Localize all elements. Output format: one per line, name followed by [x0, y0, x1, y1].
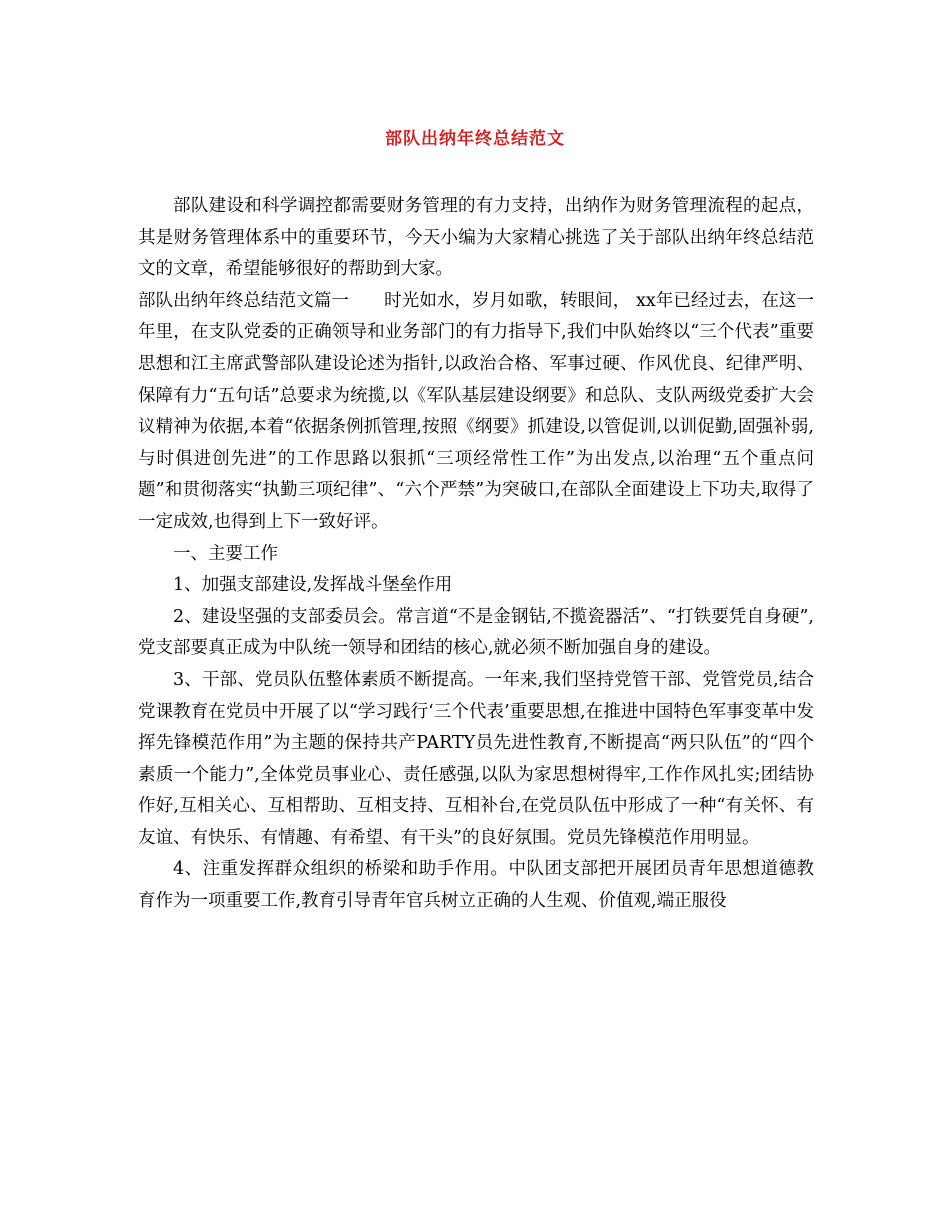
paragraph-item-3: 3、干部、党员队伍整体素质不断提高。一年来,我们坚持党管干部、党管党员,结合党课教育在党员中开展了以“学习践行‘三个代表’重要思想,在推进中国特色军事变革中发挥先锋模范作用”为主题的保持共产PARTY员先进性教育,不断提高“两只队伍”的“四个素质一个能力”,全体党员事业心、责任感强,以队为家思想树得牢,工作作风扎实;团结协作好,互相关心、互相帮助、互相支持、互相补台,在党员队伍中形成了一种“有关怀、有友谊、有快乐、有情趣、有希望、有干头”的良好氛围。党员先锋模范作用明显。	[138, 669, 814, 848]
paragraph-item-1: 1、加强支部建设,发挥战斗堡垒作用	[173, 575, 453, 596]
section-heading-main-work: 一、主要工作	[173, 543, 278, 564]
document-title: 部队出纳年终总结范文	[385, 129, 565, 149]
document-body	[138, 191, 814, 918]
paragraph-item-4: 4、注重发挥群众组织的桥梁和助手作用。中队团支部把开展团员青年思想道德教育作为一项重要工作,教育引导青年官兵树立正确的人生观、价值观,端正服役	[138, 859, 814, 912]
paragraph-chapter-one: 部队出纳年终总结范文篇一 时光如水，岁月如歌，转眼间， xx年已经过去，在这一年里，在支队党委的正确领导和业务部门的有力指导下,我们中队始终以“三个代表”重要思想和江主席武警部队建设论述为指针,以政治合格、军事过硬、作风优良、纪律严明、保障有力“五句话”总要求为统揽,以《军队基层建设纲要》和总队、支队两级党委扩大会议精神为依据,本着“依据条例抓管理,按照《纲要》抓建设,以管促训,以训促勤,固强补弱,与时俱进创先进”的工作思路以狠抓“三项经常性工作”为出发点,以治理“五个重点问题”和贯彻落实“执勤三项纪律”、“六个严禁”为突破口,在部队全面建设上下功夫,取得了一定成效,也得到上下一致好评。	[138, 290, 814, 532]
paragraph-intro: 部队建设和科学调控都需要财务管理的有力支持，出纳作为财务管理流程的起点，其是财务管理体系中的重要环节，今天小编为大家精心挑选了关于部队出纳年终总结范文的文章，希望能够很好的帮助到大家。	[138, 196, 814, 280]
paragraph-item-2: 2、建设坚强的支部委员会。常言道“不是金钢钻,不揽瓷器活”、“打铁要凭自身硬”,党支部要真正成为中队统一领导和团结的核心,就必须不断加强自身的建设。	[138, 606, 814, 659]
